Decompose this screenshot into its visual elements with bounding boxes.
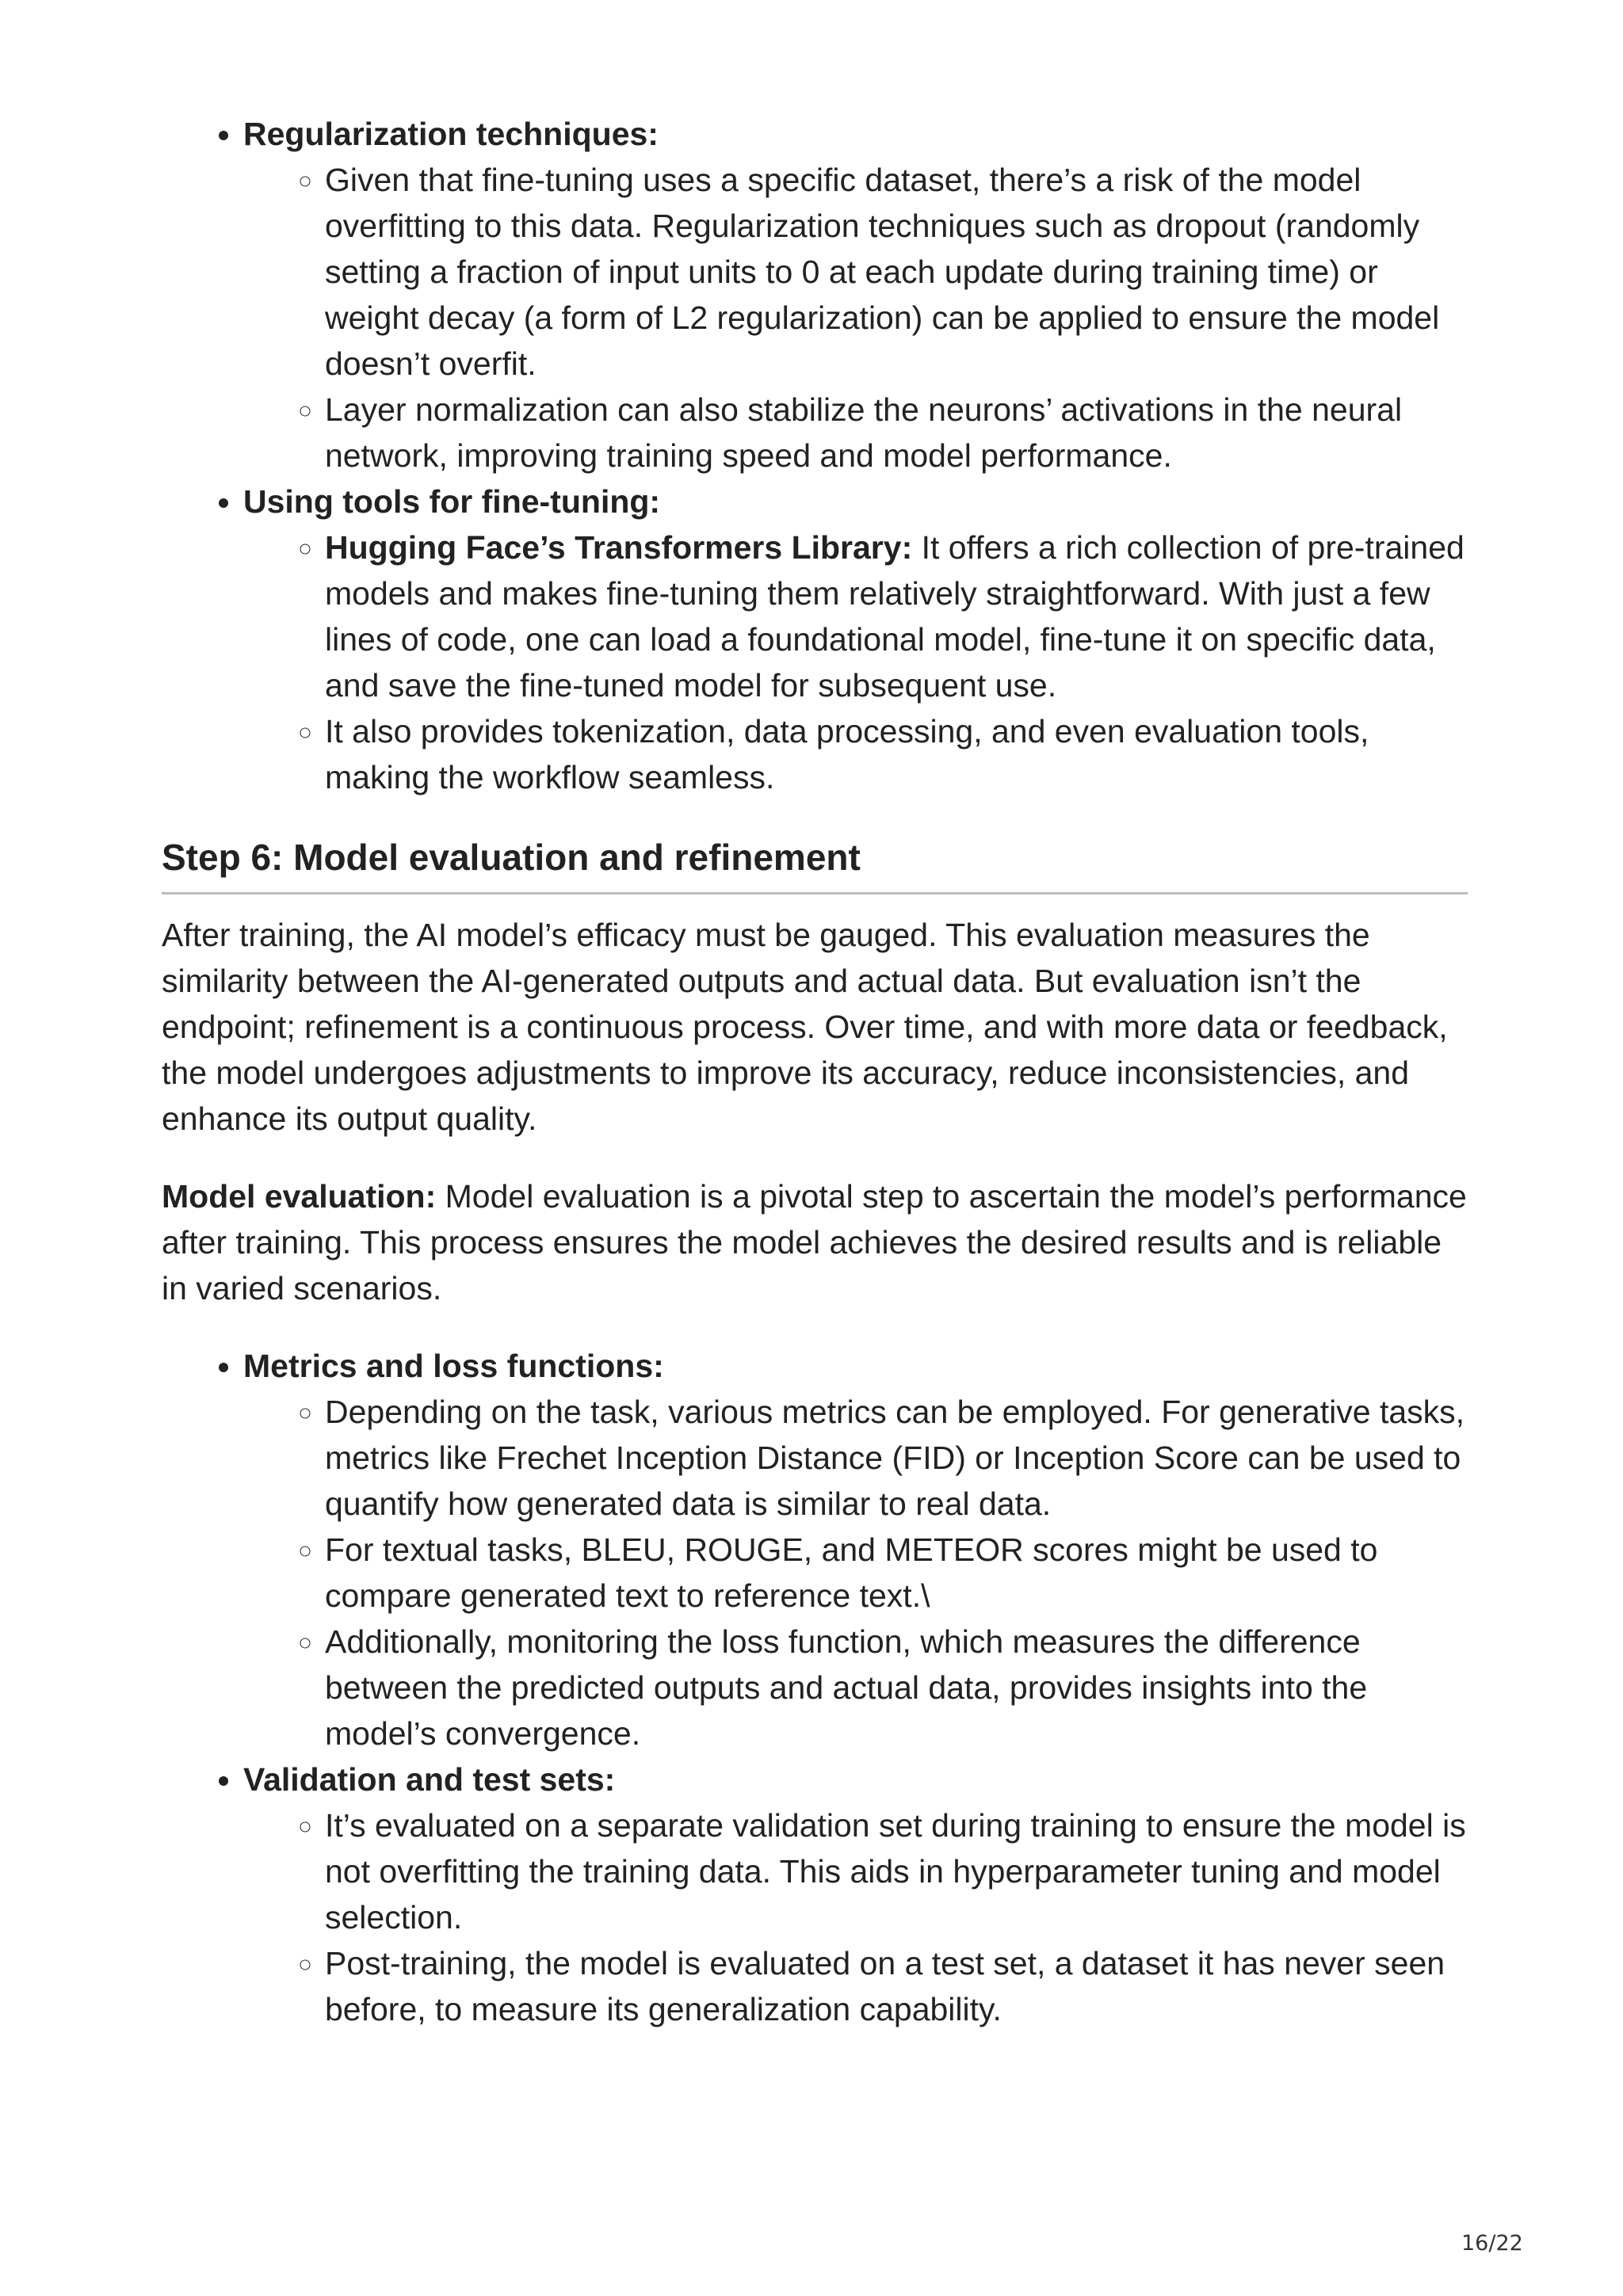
section-intro-paragraph: After training, the AI model’s efficacy must be gauged. This evaluation measures the similarity between the AI-generated outputs and actual data. But evaluation isn’t the endpoint; refinement is a continuous process. Over time, and with more data or feedback, the model undergoes adjustments to improve its accuracy, reduce inconsistencies, and enhance its output quality.	[162, 917, 1448, 1137]
model-evaluation-paragraph	[162, 1173, 1468, 1311]
list-item-heading: Metrics and loss functions:	[243, 1348, 664, 1384]
model-evaluation-label: Model evaluation:	[162, 1178, 437, 1215]
sub-list-item-text: It offers a rich collection of pre-trained models and makes fine-tuning them relatively straightforward. With just a few lines of code, one can load a foundational model, fine-tune it on specific data, and save the fine-tuned model for subsequent use.	[325, 529, 1465, 704]
model-evaluation-text: Model evaluation is a pivotal step to ascertain the model’s performance after training. This process ensures the model achieves the desired results and is reliable in varied scenarios.	[162, 1178, 1467, 1306]
sub-list-item	[325, 1802, 1468, 1940]
list-item-heading: Validation and test sets:	[243, 1761, 616, 1798]
list-item	[243, 111, 1468, 479]
list-item	[243, 1756, 1468, 2032]
sub-list-item	[325, 387, 1468, 479]
sub-list-item-text: Additionally, monitoring the loss function, which measures the difference between the predicted outputs and actual data, provides insights into the model’s convergence.	[325, 1623, 1368, 1752]
bullet-list-evaluation	[162, 1343, 1468, 2032]
list-item-heading: Using tools for fine-tuning:	[243, 483, 661, 520]
sub-list-item-text: Post-training, the model is evaluated on a test set, a dataset it has never seen before, to measure its generalization capability.	[325, 1945, 1445, 2027]
sub-list-item	[325, 708, 1468, 800]
sub-list-item	[325, 1940, 1468, 2032]
sub-list-item	[325, 1389, 1468, 1527]
sub-list-item	[325, 157, 1468, 387]
list-item	[243, 1343, 1468, 1756]
list-item-heading: Regularization techniques:	[243, 116, 659, 152]
sub-list-item-text: It’s evaluated on a separate validation set during training to ensure the model is not overfitting the training data. This aids in hyperparameter tuning and model selection.	[325, 1807, 1466, 1936]
sub-list-item	[325, 524, 1468, 708]
section-heading: Step 6: Model evaluation and refinement	[162, 833, 1468, 894]
sub-list-item	[325, 1619, 1468, 1756]
sub-list-item-text: It also provides tokenization, data processing, and even evaluation tools, making the workflow seamless.	[325, 713, 1369, 795]
sub-list-item-text: Depending on the task, various metrics can be employed. For generative tasks, metrics like Frechet Inception Distance (FID) or Inception Score can be used to quantify how generated data is similar to real data.	[325, 1394, 1465, 1522]
sub-list-item-text: Layer normalization can also stabilize the neurons’ activations in the neural network, improving training speed and model performance.	[325, 391, 1403, 474]
list-item	[243, 479, 1468, 800]
sub-list-item-text: For textual tasks, BLEU, ROUGE, and METEOR scores might be used to compare generated text to reference text.\	[325, 1531, 1378, 1614]
bullet-list-fine-tuning	[162, 111, 1468, 800]
document-page	[162, 111, 1468, 2032]
sub-list-item-bold: Hugging Face’s Transformers Library:	[325, 529, 913, 566]
page-number: 16/22	[1461, 2231, 1523, 2256]
sub-list-item	[325, 1527, 1468, 1619]
sub-list-item-text: Given that fine-tuning uses a specific dataset, there’s a risk of the model overfitting to this data. Regularization techniques such as dropout (randomly setting a fraction of input units to 0 at each update during training time) or weight decay (a form of L2 regularization) can be applied to ensure the model doesn’t overfit.	[325, 162, 1440, 382]
